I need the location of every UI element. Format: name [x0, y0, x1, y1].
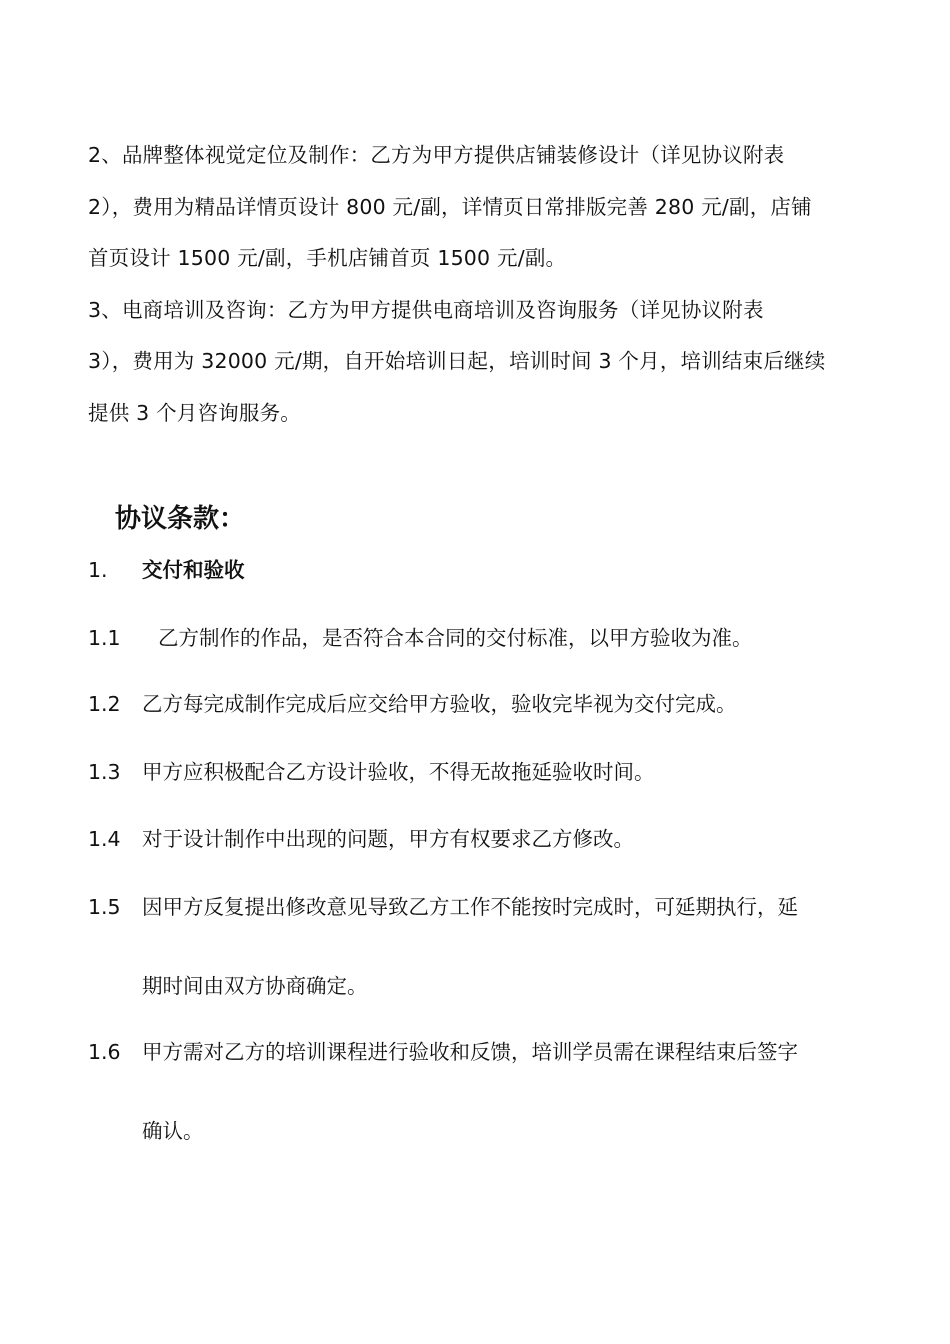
clause-text: 甲方需对乙方的培训课程进行验收和反馈，培训学员需在课程结束后签字 [142, 1040, 798, 1064]
clause-text: 乙方制作的作品，是否符合本合同的交付标准，以甲方验收为准。 [158, 626, 753, 650]
section-title: 交付和验收 [142, 558, 245, 582]
intro-line: 2），费用为精品详情页设计 800 元/副，详情页日常排版完善 280 元/副，店铺 [88, 195, 812, 219]
clause-text: 对于设计制作中出现的问题，甲方有权要求乙方修改。 [142, 827, 634, 851]
clause-number: 1.3 [88, 760, 121, 784]
terms-heading: 协议条款： [115, 504, 246, 534]
intro-line: 3、电商培训及咨询：乙方为甲方提供电商培训及咨询服务（详见协议附表 [88, 298, 764, 322]
clause-text: 因甲方反复提出修改意见导致乙方工作不能按时完成时，可延期执行，延 [142, 895, 798, 919]
section-number: 1. [88, 558, 108, 582]
intro-line: 2、品牌整体视觉定位及制作：乙方为甲方提供店铺装修设计（详见协议附表 [88, 143, 785, 167]
clause-number: 1.2 [88, 692, 121, 716]
clause-text-continued: 确认。 [142, 1119, 204, 1143]
clause-text-continued: 期时间由双方协商确定。 [142, 974, 368, 998]
clause-number: 1.1 [88, 626, 121, 650]
clause-text: 甲方应积极配合乙方设计验收，不得无故拖延验收时间。 [142, 760, 655, 784]
clause-number: 1.5 [88, 895, 121, 919]
intro-line: 3），费用为 32000 元/期，自开始培训日起，培训时间 3 个月，培训结束后继续 [88, 349, 826, 373]
intro-line: 首页设计 1500 元/副，手机店铺首页 1500 元/副。 [88, 246, 567, 270]
clause-text: 乙方每完成制作完成后应交给甲方验收，验收完毕视为交付完成。 [142, 692, 737, 716]
clause-number: 1.4 [88, 827, 121, 851]
intro-line: 提供 3 个月咨询服务。 [88, 401, 301, 425]
clause-number: 1.6 [88, 1040, 121, 1064]
